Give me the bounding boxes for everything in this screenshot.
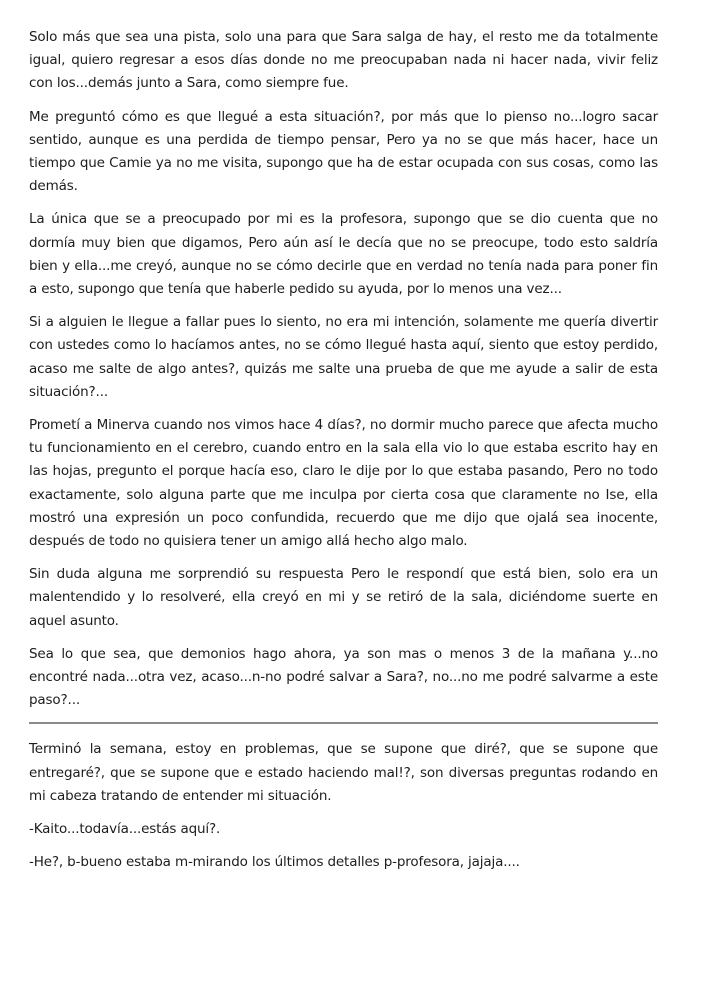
paragraph-7: Sea lo que sea, que demonios hago ahora, ya son mas o menos 3 de la mañana y...no encontré nada...otra vez, acaso...n-no podré salvar a Sara?, no...no me podré salvarme a este paso?... — [29, 645, 658, 709]
paragraph-6: Sin duda alguna me sorprendió su respuesta Pero le respondí que está bien, solo era un malentendido y lo resolveré, ella creyó en mi y se retiró de la sala, diciéndome suerte en aquel asunto. — [29, 566, 658, 629]
paragraph-5: Prometí a Minerva cuando nos vimos hace 4 días?, no dormir mucho parece que afecta mucho tu funcionamiento en el cerebro, cuando entro en la sala ella vio lo que estaba escrito hay en las hojas, pregunto el porque hacía eso, claro le dije por lo que estaba pasando, Pero no todo exactamente, solo alguna parte que me inculpa por cierta cosa que claramente no Ise, ella mostró una expresión un poco confundida, recuerdo que me dijo que ojalá sea inocente, después de todo no quisiera tener un amigo allá hecho algo malo. — [29, 417, 658, 550]
paragraph-2: Me preguntó cómo es que llegué a esta situación?, por más que lo pienso no...logro sacar sentido, aunque es una perdida de tiempo pensar, Pero ya no se que más hacer, hace un tiempo que Camie ya no me visita, supongo que ha de estar ocupada con sus cosas, como las demás. — [29, 108, 658, 195]
document-page — [29, 26, 658, 885]
paragraph-3: La única que se a preocupado por mi es la profesora, supongo que se dio cuenta que no dormía muy bien que digamos, Pero aún así le decía que no se preocupe, todo esto saldría bien y ella...me creyó, aunque no se cómo decirle que en verdad no tenía nada para poner fin a esto, supongo que tenía que haberle pedido su ayuda, por lo menos una vez... — [29, 211, 658, 298]
paragraph-1: Solo más que sea una pista, solo una para que Sara salga de hay, el resto me da totalmente igual, quiero regresar a esos días donde no me preocupaban nada ni hacer nada, vivir feliz con los...demás junto a Sara, como siempre fue. — [29, 29, 658, 92]
paragraph-4: Si a alguien le llegue a fallar pues lo siento, no era mi intención, solamente me quería divertir con ustedes como lo hacíamos antes, no se cómo llegué hasta aquí, siento que estoy perdido, acaso me salte de algo antes?, quizás me salte una prueba de que me ayude a salir de esta situación?... — [29, 314, 658, 400]
section-divider — [29, 722, 658, 724]
paragraph-8: Terminó la semana, estoy en problemas, que se supone que diré?, que se supone que entregaré?, que se supone que e estado haciendo mal!?, son diversas preguntas rodando en mi cabeza tratando de entender mi situación. — [29, 741, 658, 804]
dialogue-line-2: -He?, b-bueno estaba m-mirando los últimos detalles p-profesora, jajaja.... — [29, 854, 520, 871]
dialogue-line-1: -Kaito...todavía...estás aquí?. — [29, 821, 221, 838]
